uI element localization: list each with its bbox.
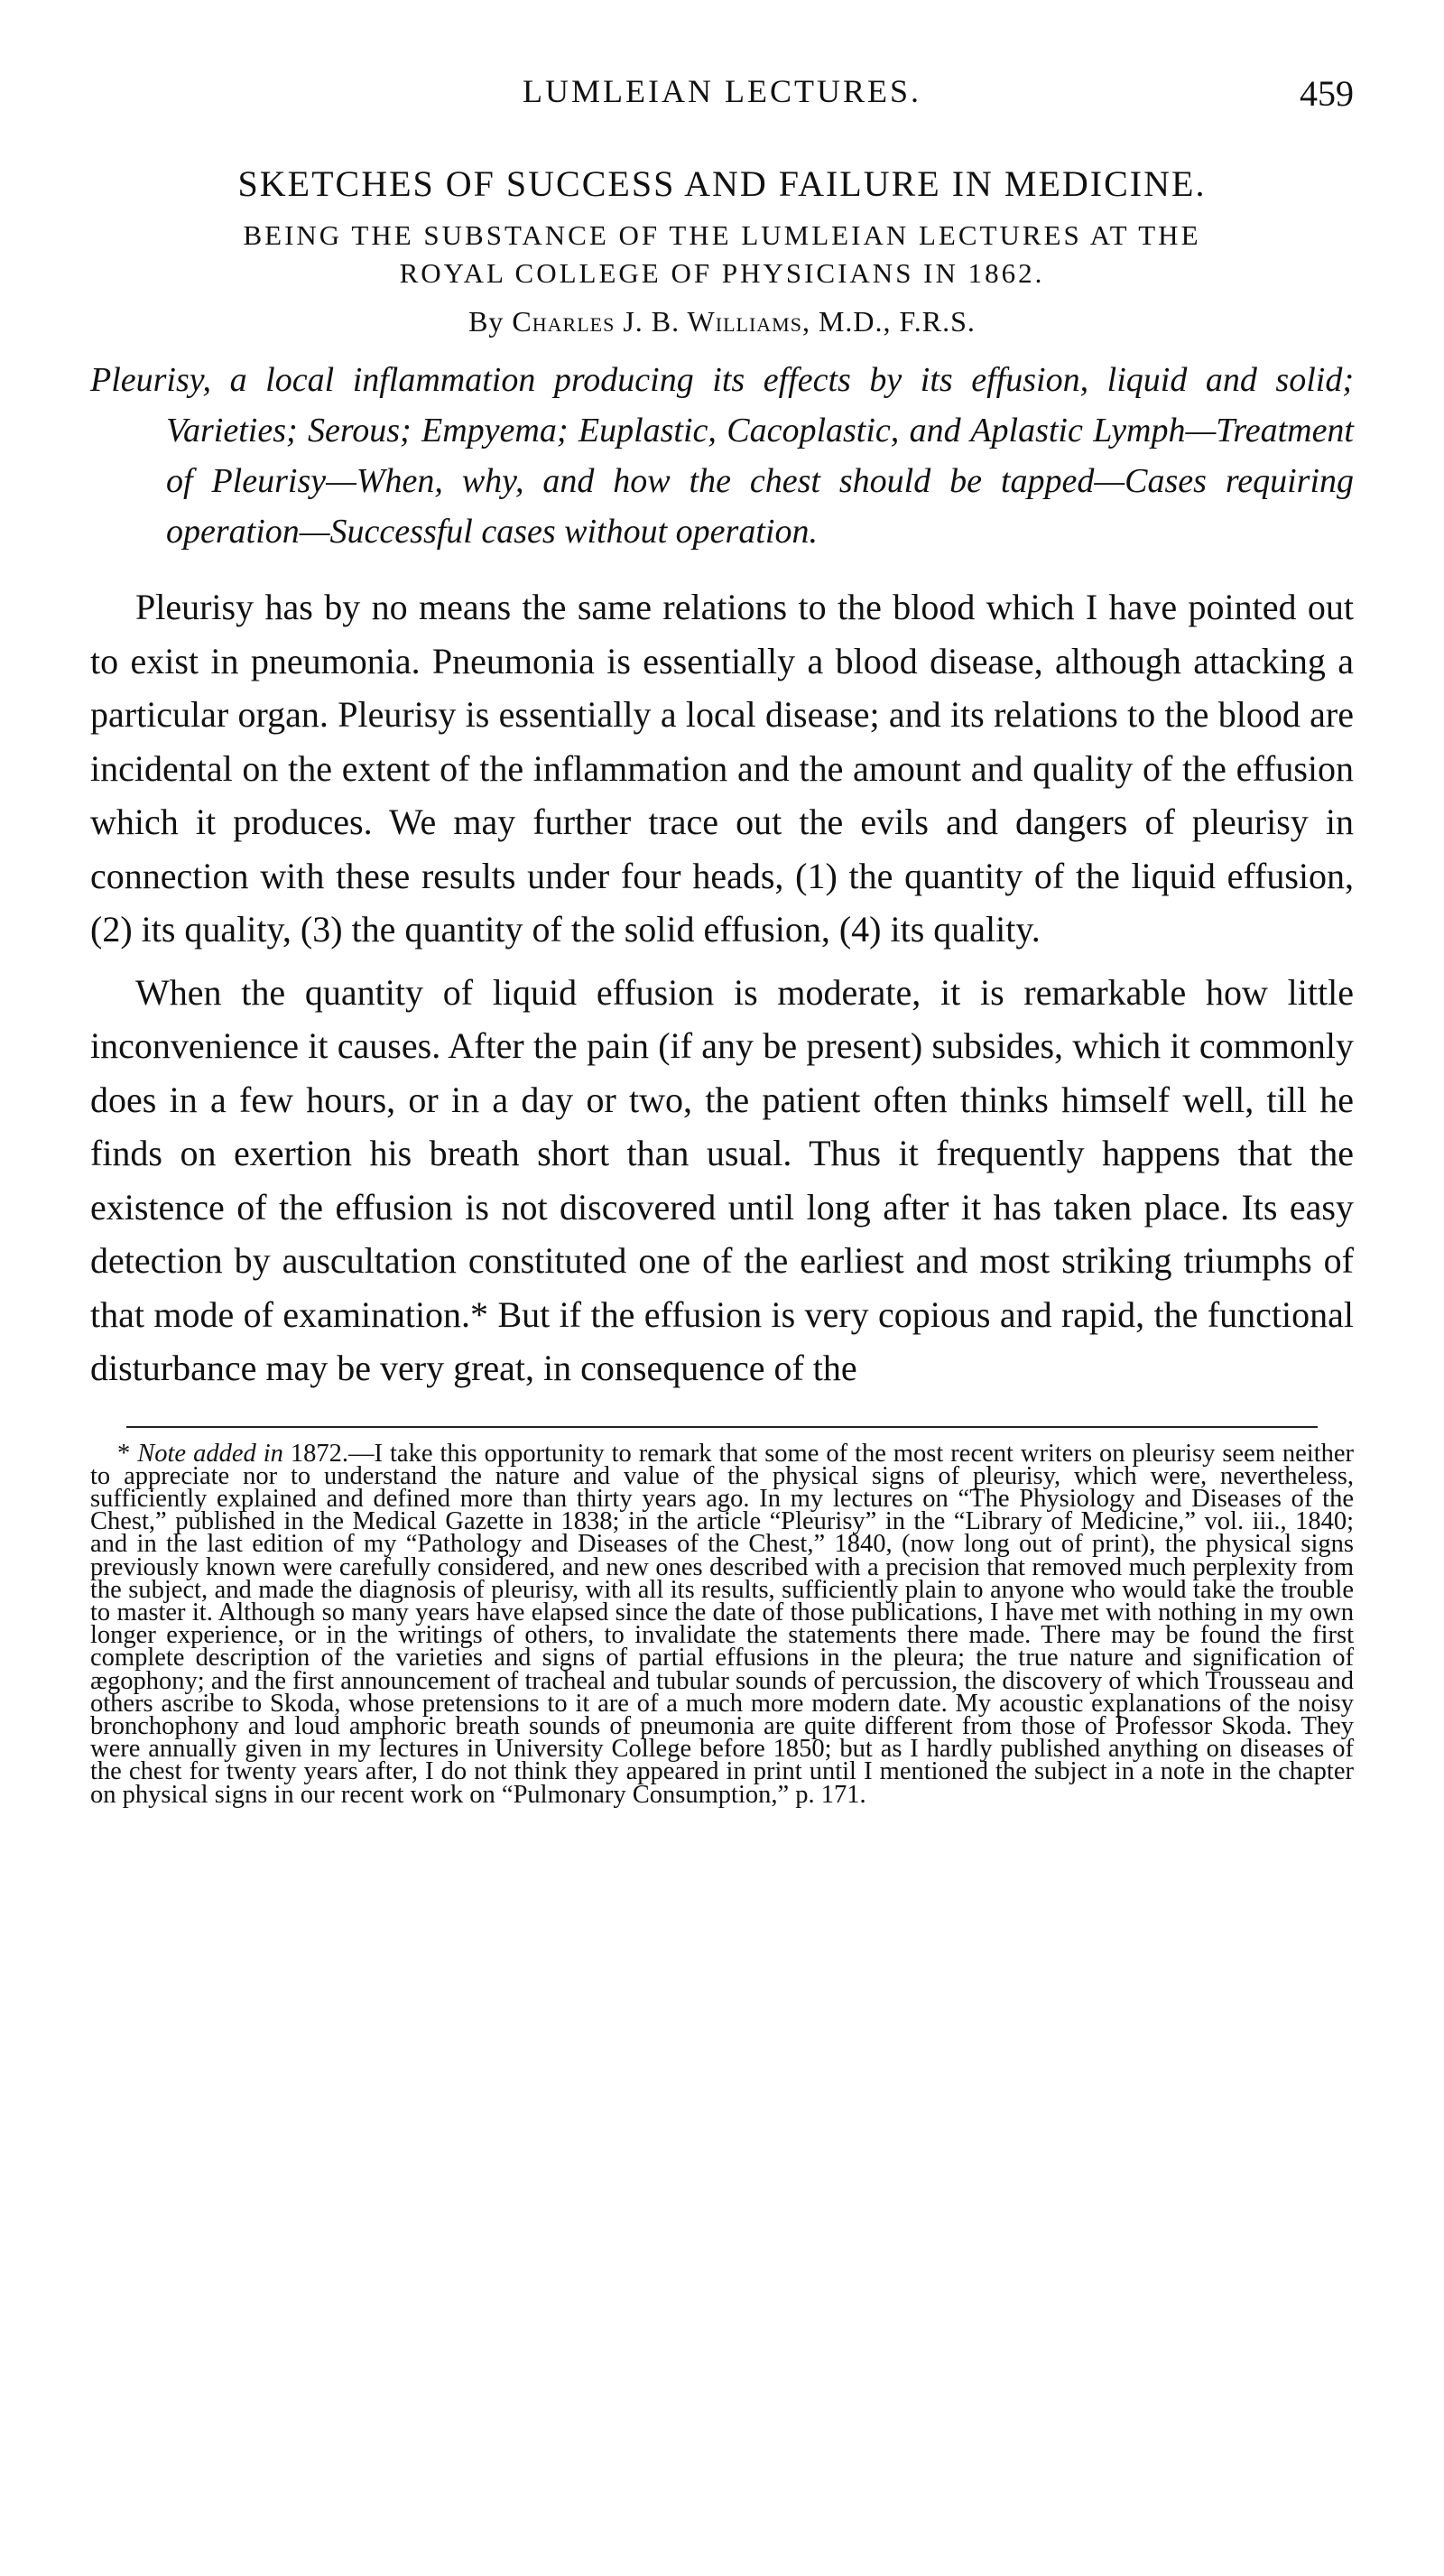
book-page: [90, 63, 1355, 1809]
page-number: 459: [1300, 73, 1354, 114]
subtitle-line-2: ROYAL COLLEGE OF PHYSICIANS IN 1862.: [399, 257, 1045, 289]
running-title: LUMLEIAN LECTURES.: [523, 73, 921, 109]
byline-prefix: By: [468, 305, 504, 338]
footnote-marker: *: [117, 1439, 131, 1468]
footnote-text: 1872.—I take this opportunity to remark that some of the most recent writers on pleurisy seem neither to appreciate nor to understand the nature and value of the physical signs of pleurisy, which were, nevertheless, sufficiently explained and defined more than thirty years ago. In my lectures on “The Physiology and Diseases of the Chest,” published in the Medical Gazette in 1838; in the article “Pleurisy” in the “Library of Medicine,” vol. iii., 1840; and in the last edition of my “Pathology and Diseases of the Chest,” 1840, (now long out of print), the physical signs previously known were carefully considered, and new ones described with a precision that removed much perplexity from the subject, and made the diagnosis of pleurisy, with all its results, sufficiently plain to anyone who would take the trouble to master it. Although so many years have elapsed since the date of those publications, I have met with nothing in my own longer experience, or in the writings of others, to invalidate the statements there made. There may be found the first complete description of the varieties and signs of partial effusions in the pleura; the true nature and signification of ægophony; and the first announcement of tracheal and tubular sounds of percussion, the discovery of which Trousseau and others ascribe to Skoda, whose pretensions to it are of a much more modern date. My acoustic explanations of the noisy bronchophony and loud amphoric breath sounds of pneumonia are quite different from those of Professor Skoda. They were annually given in my lectures in University College before 1850; but as I hardly published anything on diseases of the chest for twenty years after, I do not think they appeared in print until I mentioned the subject in a note in the chapter on physical signs in our recent work on “Pulmonary Consumption,” p. 171.: [90, 1439, 1355, 1809]
footnote-rule: [126, 1426, 1318, 1428]
running-head: [90, 72, 1354, 126]
body-text: [90, 580, 1354, 1395]
footnote: [90, 1439, 1355, 1809]
article-subtitle: [90, 217, 1354, 292]
article-title: SKETCHES OF SUCCESS AND FAILURE IN MEDICINE.: [237, 163, 1207, 204]
body-paragraph-1: Pleurisy has by no means the same relations to the blood which I have pointed out to exist in pneumonia. Pneumonia is essentially a blood disease, although attacking a particular organ. Pleurisy is essentially a local disease; and its relations to the blood are incidental on the extent of the inflammation and the amount and quality of the effusion which it produces. We may further trace out the evils and dangers of pleurisy in connection with these results under four heads, (1) the quantity of the liquid effusion, (2) its quality, (3) the quantity of the solid effusion, (4) its quality.: [90, 587, 1354, 950]
footnote-lead: Note added in: [137, 1439, 283, 1468]
byline-author: Charles J. B. Williams, M.D., F.R.S.: [512, 305, 976, 338]
byline: [90, 305, 1354, 338]
body-paragraph-2: When the quantity of liquid effusion is moderate, it is remarkable how little inconvenience it causes. After the pain (if any be present) subsides, which it commonly does in a few hours, or in a day or two, the patient often thinks himself well, till he finds on exertion his breath short than usual. Thus it frequently happens that the existence of the effusion is not discovered until long after it has taken place. Its easy detection by auscultation constituted one of the earliest and most striking triumphs of that mode of examination.* But if the effusion is very copious and rapid, the functional disturbance may be very great, in consequence of the: [90, 971, 1354, 1388]
article-abstract: Pleurisy, a local inflammation producing its effects by its effusion, liquid and solid; Varieties; Serous; Empyema; Euplastic, Cacoplastic, and Aplastic Lymph—Treatment of Pleurisy—When, why, and how the chest should be tapped—Cases requiring operation—Successful cases without operation.: [90, 361, 1354, 551]
subtitle-line-1: BEING THE SUBSTANCE OF THE LUMLEIAN LECTURES AT THE: [243, 219, 1201, 251]
